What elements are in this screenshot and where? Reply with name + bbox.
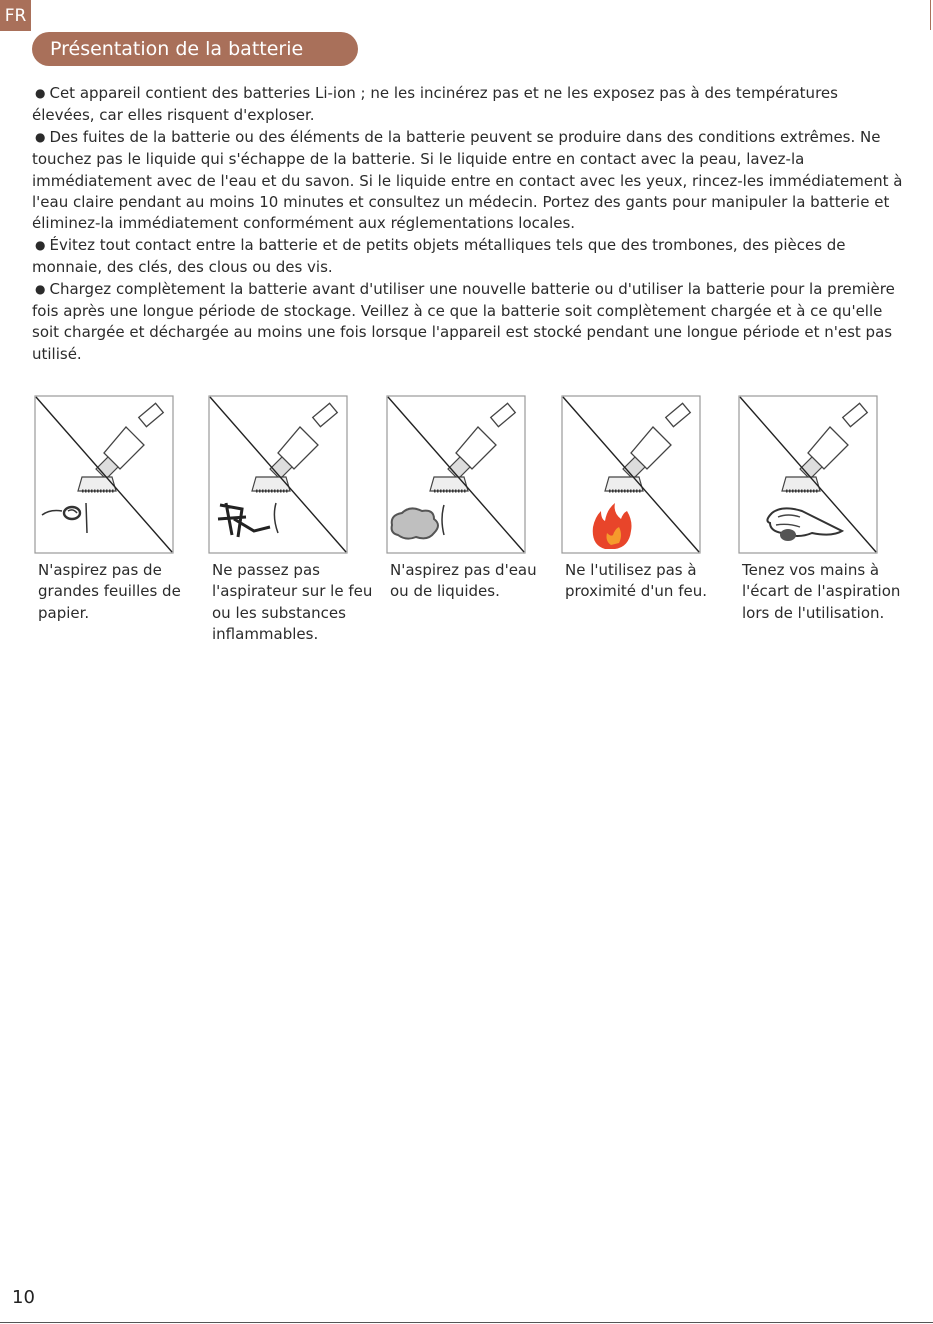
paragraph-text: Cet appareil contient des batteries Li-ion ; ne les incinérez pas et ne les exposez pas à des températures élevées, car elles risquent d'exploser.: [32, 84, 838, 125]
fire-icon: [561, 395, 701, 555]
paragraph: [32, 127, 904, 235]
paragraph: [32, 235, 904, 279]
language-tab: FR: [0, 0, 31, 31]
section-title: Présentation de la batterie: [32, 32, 358, 66]
water-puddle-icon: [386, 395, 526, 555]
paragraph-text: Évitez tout contact entre la batterie et de petits objets métalliques tels que des trombones, des pièces de monnaie, des clés, des clous ou des vis.: [32, 235, 846, 277]
bullet-icon: ●: [35, 86, 46, 100]
warning-caption: Ne passez pas l'aspirateur sur le feu ou les substances inflammables.: [212, 561, 373, 644]
paragraph-text: Chargez complètement la batterie avant d'utiliser une nouvelle batterie ou d'utiliser la batterie pour la première fois après une longue période de stockage. Veillez à ce que la batterie soit complètement chargée et à ce qu'elle soit chargée et déchargée au moins une fois lorsque l'appareil est stocké pendant une longue période et n'est pas utilisé.: [32, 279, 895, 363]
bullet-icon: ●: [35, 237, 46, 252]
battery-instructions: [32, 83, 904, 365]
warning-caption: Ne l'utilisez pas à proximité d'un feu.: [565, 561, 707, 601]
bullet-icon: ●: [35, 281, 46, 296]
smoking-debris-icon: [208, 395, 348, 555]
paragraph-text: Des fuites de la batterie ou des éléments de la batterie peuvent se produire dans des conditions extrêmes. Ne touchez pas le liquide qui s'échappe de la batterie. Si le liquide entre en contact avec la peau, lavez-la immédiatement avec de l'eau et du savon. Si le liquide entre en contact avec les yeux, rincez-les immédiatement à l'eau claire pendant au moins 10 minutes et consultez un médecin. Portez des gants pour manipuler la batterie et éliminez-la immédiatement conformément aux réglementations locales.: [32, 127, 903, 233]
warning-caption: N'aspirez pas d'eau ou de liquides.: [390, 561, 537, 601]
warning-pictograms: [0, 395, 933, 685]
paper-icon: [34, 395, 174, 555]
paragraph: [32, 279, 904, 366]
bullet-icon: ●: [35, 129, 46, 144]
page-number: 10: [12, 1287, 35, 1308]
warning-caption: Tenez vos mains à l'écart de l'aspiration lors de l'utilisation.: [742, 561, 901, 622]
hand-icon: [738, 395, 878, 555]
paragraph: [32, 83, 904, 127]
warning-caption: N'aspirez pas de grandes feuilles de papier.: [38, 561, 181, 622]
header-right-rule: [930, 0, 931, 30]
footer-rule: [0, 1322, 933, 1323]
